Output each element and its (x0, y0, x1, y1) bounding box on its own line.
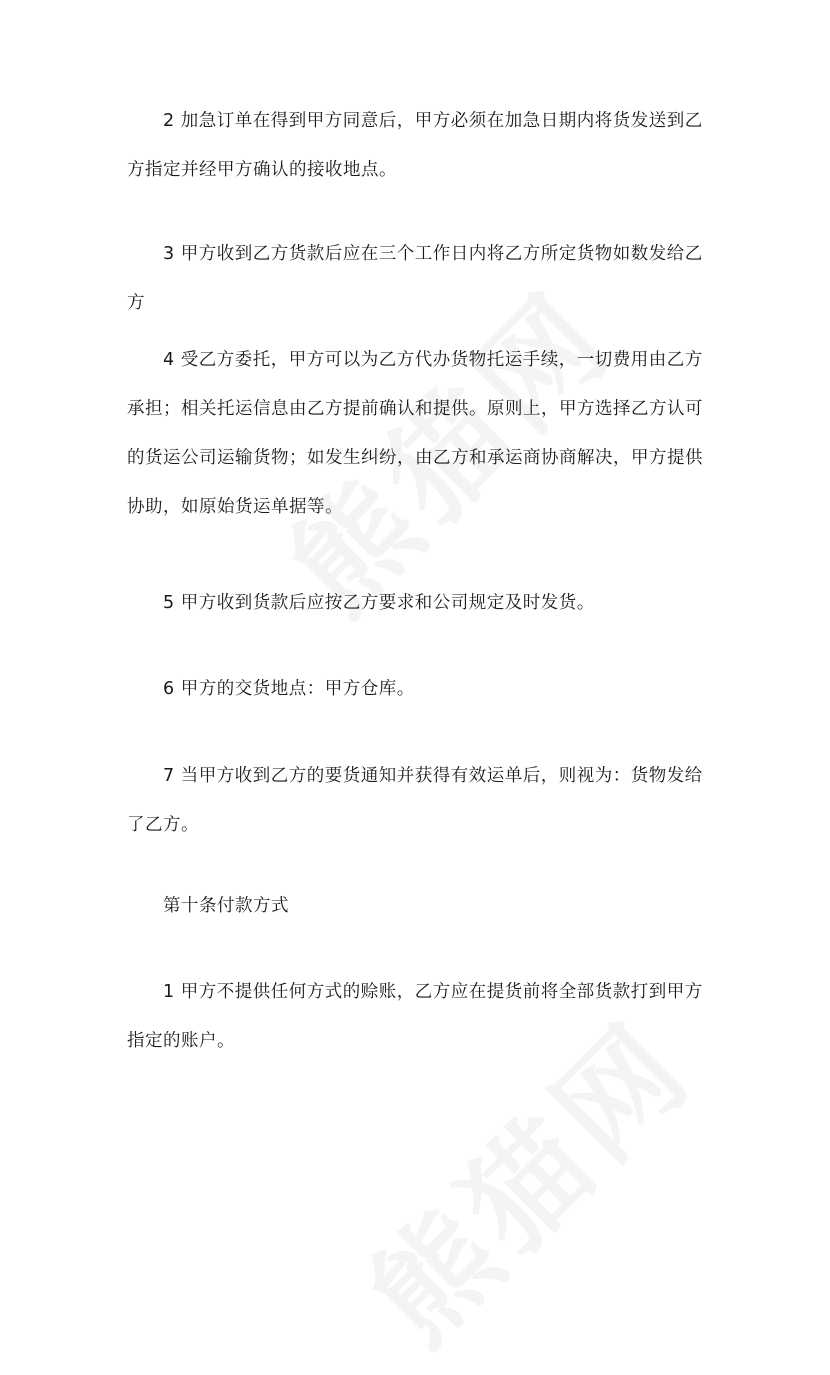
paragraph-clause-7: 7 当甲方收到乙方的要货通知并获得有效运单后，则视为：货物发给了乙方。 (127, 766, 703, 835)
paragraph-clause-6: 6 甲方的交货地点：甲方仓库。 (163, 679, 415, 699)
paragraph-clause-2: 2 加急订单在得到甲方同意后，甲方必须在加急日期内将货发送到乙方指定并经甲方确认的接收地点。 (127, 111, 703, 180)
paragraph-clause-5: 5 甲方收到货款后应按乙方要求和公司规定及时发货。 (163, 593, 595, 613)
section-heading-payment: 第十条付款方式 (163, 896, 289, 916)
paragraph-clause-4: 4 受乙方委托，甲方可以为乙方代办货物托运手续，一切费用由乙方承担；相关托运信息由乙方提前确认和提供。原则上，甲方选择乙方认可的货运公司运输货物；如发生纠纷，由乙方和承运商协商解决，甲方提供协助，如原始货运单据等。 (127, 350, 703, 517)
paragraph-clause-3: 3 甲方收到乙方货款后应在三个工作日内将乙方所定货物如数发给乙方 (127, 244, 703, 313)
paragraph-payment-clause-1: 1 甲方不提供任何方式的赊账，乙方应在提货前将全部货款打到甲方指定的账户。 (127, 982, 703, 1051)
